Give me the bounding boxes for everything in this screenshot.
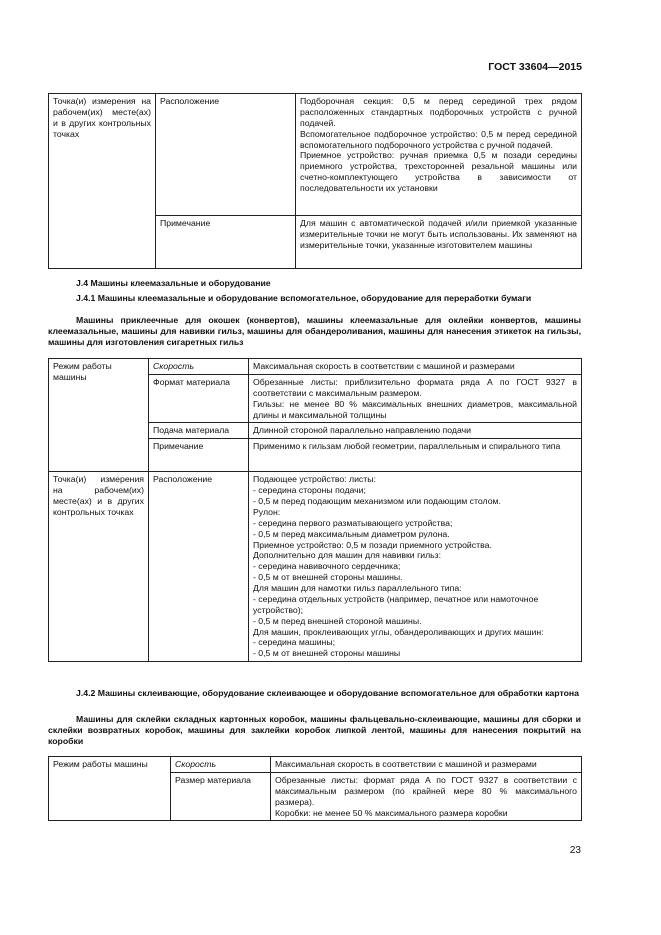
location-par-1: Подборочная секция: 0,5 м перед серединой трех рядом расположенных стандартных подборочных устройств с ручной подачей. (300, 96, 577, 128)
size-par-2: Коробки: не менее 50 % максимального размера коробки (275, 807, 508, 818)
location-line: - середина стороны подачи; (253, 485, 366, 496)
location-line: - 0,5 м от внешней стороны машины. (253, 572, 403, 583)
table-machine-modes-j41 (48, 358, 582, 662)
location-line: Для машин для намотки гильз параллельного типа: (253, 583, 462, 593)
note-label: Примечание (156, 216, 296, 269)
location-value (296, 94, 582, 216)
location-label: Расположение (156, 94, 296, 216)
format-par-1: Обрезанные листы: приблизительно формата ряда А по ГОСТ 9327 в соответствии с максимальным размером. (253, 376, 577, 398)
table-row (49, 359, 582, 375)
feed-label: Подача материала (149, 423, 249, 439)
location-line: Рулон: (253, 506, 281, 517)
size-par-1: Обрезанные листы: формат ряда А по ГОСТ 9327 в соответствии с максимальным размером (по крайней мере 80 % максимального размера). (275, 774, 577, 807)
mode-label: Режим работы машины (49, 359, 149, 472)
location-line: - середина отдельных устройств (например, печатное или намоточное устройство); (253, 593, 539, 615)
format-value (249, 374, 582, 423)
location-par-2: Вспомогательное подборочное устройство: 0,5 м перед серединой вспомогательного подборочного устройства с ручной подачей. (300, 128, 577, 150)
speed-label: Скорость (149, 359, 249, 375)
table-measurement-points-1 (48, 93, 582, 269)
note-value: Для машин с автоматической подачей и/или приемкой указанные измерительные точки не могут быть использованы. Их заменяют на измерительные точки, указанные изготовителем машины (296, 216, 582, 269)
section-j41-subheading: Машины приклеечные для окошек (конвертов), машины клеемазальные для оклейки конвертов, машины клеемазальные, машины для навивки гильз, машины для обандероливания, машины для нанесения этикеток на гильзы, машины для изготовления сигаретных гильз (48, 315, 581, 348)
location-value (249, 472, 582, 662)
document-header: ГОСТ 33604—2015 (488, 61, 582, 73)
location-line: - середина навивочного сердечника; (253, 561, 401, 572)
note-label: Примечание (149, 439, 249, 472)
section-j42-subheading: Машины для склейки складных картонных коробок, машины фальцевально-склеивающие, машины для сборки и склейки возвратных коробок, машины для заклейки коробок липкой лентой, машины для нанесения покрытий на коробки (48, 714, 581, 747)
location-line: - середина машины; (253, 637, 336, 648)
location-line: - 0,5 м перед внешней стороной машины. (253, 615, 422, 626)
points-cell: Точка(и) измерения на рабочем(их) месте(ах) и в других контрольных точках (49, 472, 149, 662)
size-value (271, 772, 582, 821)
table-machine-modes-j42 (48, 756, 582, 821)
location-line: - 0,5 м перед подающим механизмом или подающим столом. (253, 496, 501, 506)
speed-value: Максимальная скорость в соответствии с машиной и размерами (271, 757, 582, 773)
size-label: Размер материала (171, 772, 271, 821)
location-line: Подающее устройство: листы: (253, 474, 376, 485)
format-label: Формат материала (149, 374, 249, 423)
table-row (49, 472, 582, 662)
page-number: 23 (569, 845, 581, 856)
location-par-3: Приемное устройство: ручная приемка 0,5 м позади середины приемного устройства, трехсторонней резальной машины или счетно-комплектующего устройства в зависимости от последовательности их установки (300, 150, 577, 193)
points-cell: Точка(и) измерения на рабочем(их) месте(ах) и в других контрольных точках (49, 94, 156, 269)
format-par-2: Гильзы: не менее 80 % максимальных внешних диаметров, максимальной длины и максимальной толщины (253, 398, 577, 420)
location-line: - 0,5 м от внешней стороны машины (253, 648, 401, 659)
speed-value: Максимальная скорость в соответствии с машиной и размерами (249, 359, 582, 375)
location-line: - середина первого разматывающего устройства; (253, 517, 453, 528)
mode-label: Режим работы машины (49, 757, 171, 821)
table-row (49, 757, 582, 773)
location-line: Для машин, проклеивающих углы, обандероливающих и других машин: (253, 626, 544, 637)
section-j41-heading: J.4.1 Машины клеемазальные и оборудование вспомогательное, оборудование для переработки бумаги (76, 293, 532, 303)
section-j4-heading: J.4 Машины клеемазальные и оборудование (76, 278, 271, 288)
location-line: - 0,5 м перед максимальным диаметром рулона. (253, 528, 450, 539)
feed-value: Длинной стороной параллельно направлению подачи (249, 423, 582, 439)
location-label: Расположение (149, 472, 249, 662)
table-row (49, 94, 582, 216)
location-line: Дополнительно для машин для навивки гильз: (253, 550, 442, 561)
section-j42-heading: J.4.2 Машины склеивающие, оборудование склеивающее и оборудование вспомогательное для обработки картона (76, 688, 579, 698)
speed-label: Скорость (171, 757, 271, 773)
location-line: Приемное устройство: 0,5 м позади приемного устройства. (253, 539, 492, 550)
note-value: Применимо к гильзам любой геометрии, параллельным и спирального типа (249, 439, 582, 472)
